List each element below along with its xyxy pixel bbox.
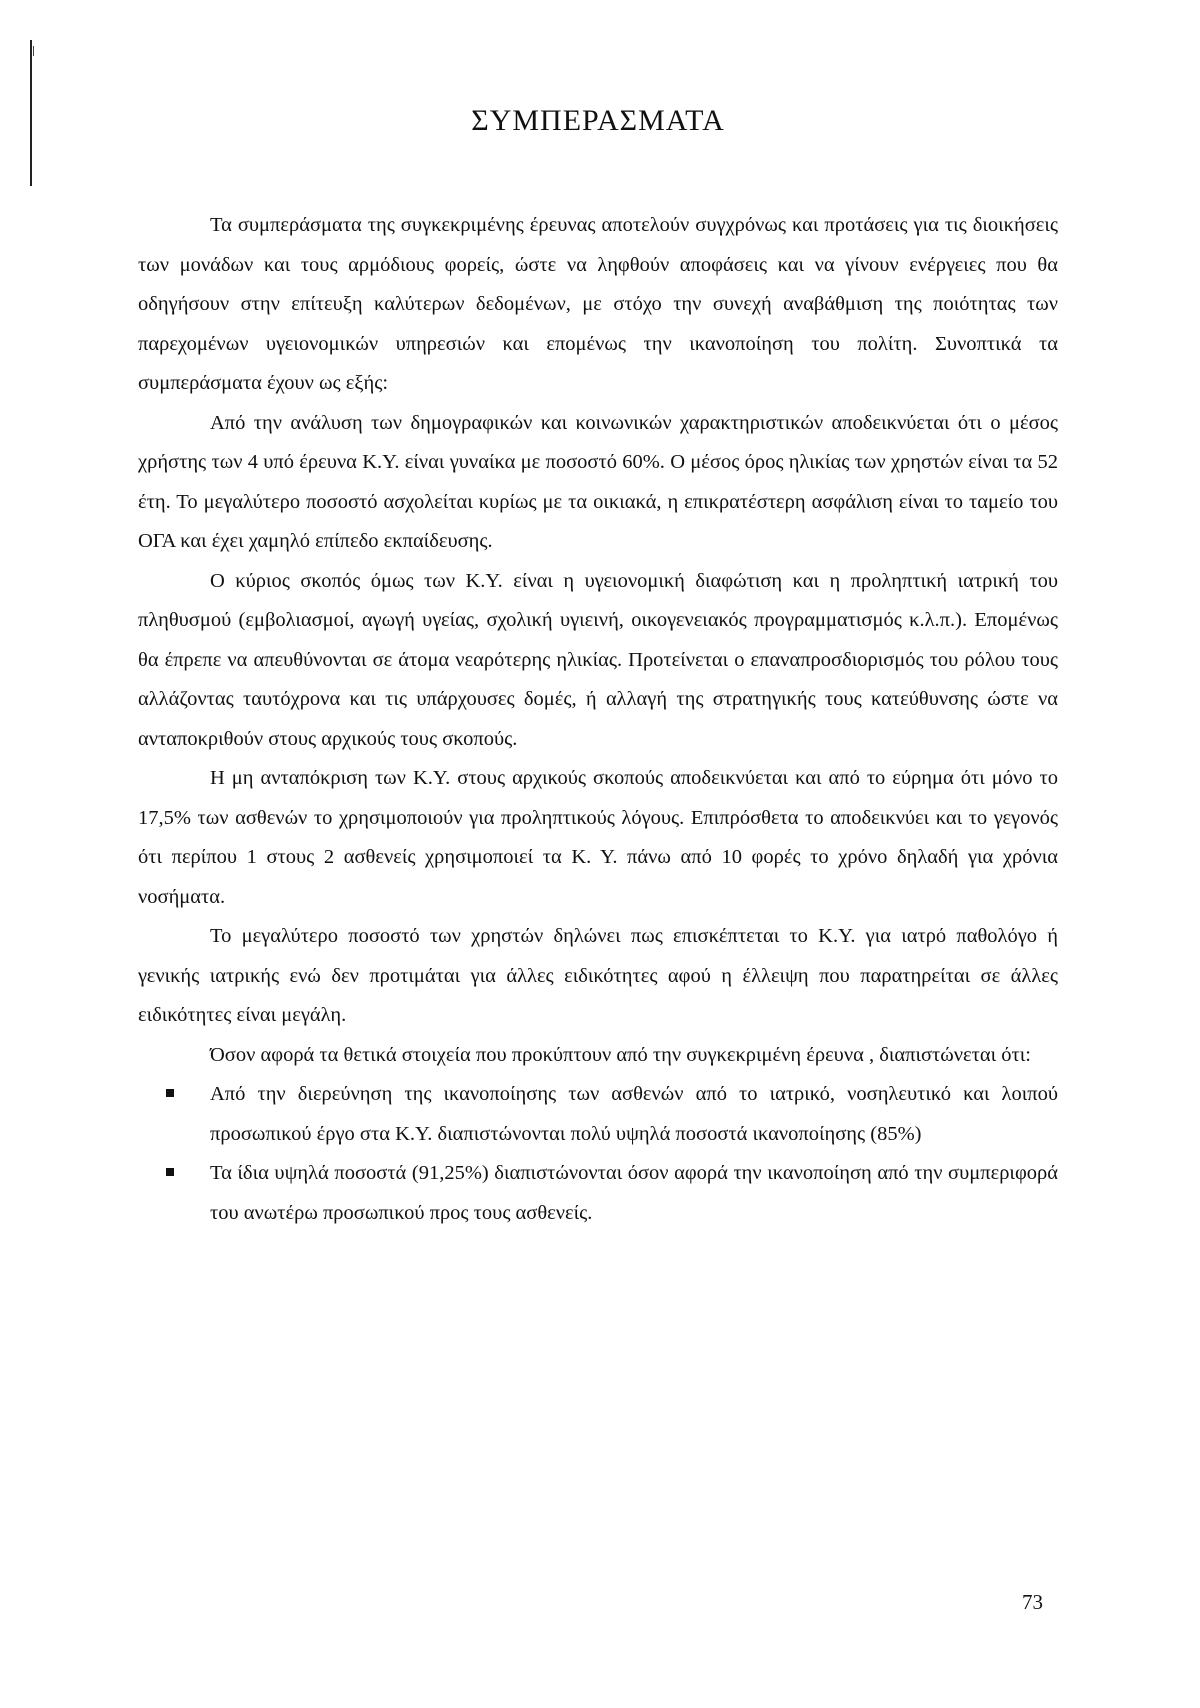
paragraph-demographics: Από την ανάλυση των δημογραφικών και κοινωνικών χαρακτηριστικών αποδεικνύεται ότι ο μέσος χρήστης των 4 υπό έρευνα Κ.Υ. είναι γυναίκα με ποσοστό 60%. Ο μέσος όρος ηλικίας των χρηστών είναι τα 52 έτη. Το μεγαλύτερο ποσοστό ασχολείται κυρίως με τα οικιακά, η επικρατέστερη ασφάλιση είναι το ταμείο του ΟΓΑ και έχει χαμηλό επίπεδο εκπαίδευσης.	[138, 411, 1058, 552]
list-item	[138, 1154, 1058, 1233]
list-item-text: Από την διερεύνηση της ικανοποίησης των ασθενών από το ιατρικό, νοσηλευτικό και λοιπού προσωπικού έργο στα Κ.Υ. διαπιστώνονται πολύ υψηλά ποσοστά ικανοποίησης (85%)	[210, 1083, 1058, 1145]
paragraph-positive-findings: Όσον αφορά τα θετικά στοιχεία που προκύπτουν από την συγκεκριμένη έρευνα , διαπιστώνεται ότι:	[210, 1043, 1031, 1066]
document-body	[138, 206, 1058, 1233]
list-item	[138, 1075, 1058, 1154]
square-bullet-icon	[166, 1089, 174, 1097]
paragraph-main-purpose: Ο κύριος σκοπός όμως των Κ.Υ. είναι η υγειονομική διαφώτιση και η προληπτική ιατρική του πληθυσμού (εμβολιασμοί, αγωγή υγείας, σχολική υγιεινή, οικογενειακός προγραμματισμός κ.λ.π.). Επομένως θα έπρεπε να απευθύνονται σε άτομα νεαρότερης ηλικίας. Προτείνεται ο επαναπροσδιορισμός του ρόλου τους αλλάζοντας ταυτόχρονα και τις υπάρχουσες δομές, ή αλλαγή της στρατηγικής τους κατεύθυνσης ώστε να ανταποκριθούν στους αρχικούς τους σκοπούς.	[138, 569, 1058, 750]
paragraph-non-response: Η μη ανταπόκριση των Κ.Υ. στους αρχικούς σκοπούς αποδεικνύεται και από το εύρημα ότι μόνο το 17,5% των ασθενών το χρησιμοποιούν για προληπτικούς λόγους. Επιπρόσθετα το αποδεικνύει και το γεγονός ότι περίπου 1 στους 2 ασθενείς χρησιμοποιεί τα Κ. Υ. πάνω από 10 φορές το χρόνο δηλαδή για χρόνια νοσήματα.	[138, 767, 1058, 908]
scan-edge-mark	[30, 40, 32, 186]
list-item-text: Τα ίδια υψηλά ποσοστά (91,25%) διαπιστώνονται όσον αφορά την ικανοποίηση από την συμπεριφορά του ανωτέρω προσωπικού προς τους ασθενείς.	[210, 1162, 1058, 1224]
scan-edge-tick	[33, 46, 34, 56]
page-title: ΣΥΜΠΕΡΑΣΜΑΤΑ	[471, 104, 725, 137]
page-number: 73	[1022, 1590, 1043, 1614]
paragraph-specialties: Το μεγαλύτερο ποσοστό των χρηστών δηλώνει πως επισκέπτεται το Κ.Υ. για ιατρό παθολόγο ή γενικής ιατρικής ενώ δεν προτιμάται για άλλες ειδικότητες αφού η έλλειψη που παρατηρείται σε άλλες ειδικότητες είναι μεγάλη.	[138, 925, 1058, 1026]
paragraph-intro: Τα συμπεράσματα της συγκεκριμένης έρευνας αποτελούν συγχρόνως και προτάσεις για τις διοικήσεις των μονάδων και τους αρμόδιους φορείς, ώστε να ληφθούν αποφάσεις και να γίνουν ενέργειες που θα οδηγήσουν στην επίτευξη καλύτερων δεδομένων, με στόχο την συνεχή αναβάθμιση της ποιότητας των παρεχομένων υγειονομικών υπηρεσιών και επομένως την ικανοποίηση του πολίτη. Συνοπτικά τα συμπεράσματα έχουν ως εξής:	[138, 214, 1058, 394]
square-bullet-icon	[166, 1168, 174, 1176]
findings-list	[138, 1075, 1058, 1233]
